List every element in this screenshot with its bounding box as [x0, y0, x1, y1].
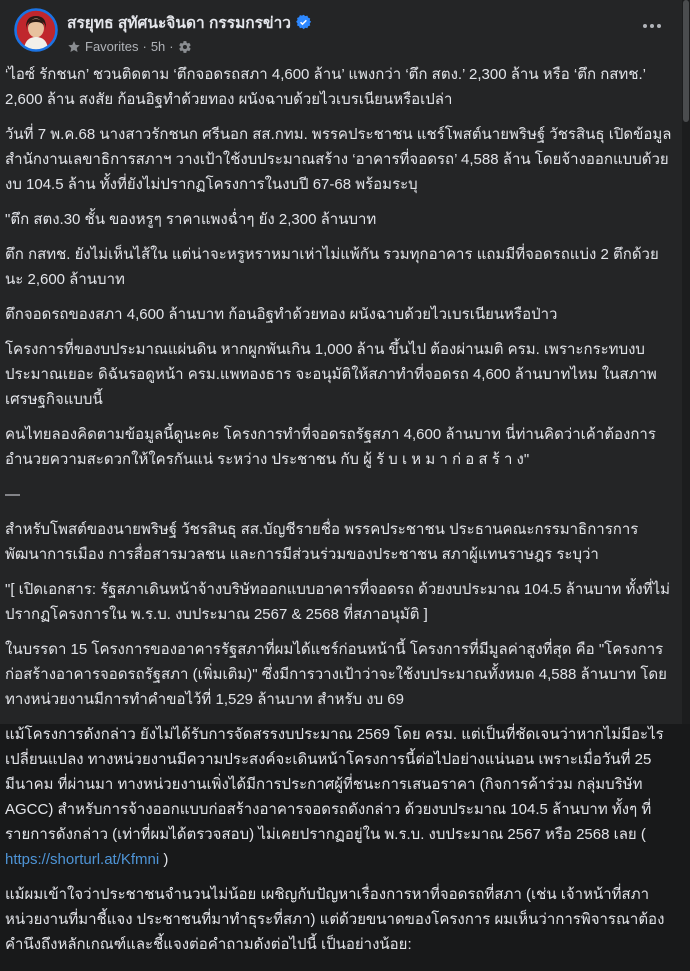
post-link[interactable]: https://shorturl.at/Kfmni [5, 851, 160, 868]
post-paragraph: — [5, 486, 20, 503]
post-paragraph: โครงการที่ของบประมาณแผ่นดิน หากผูกพันเกิน 1,000 ล้าน ขึ้นไป ต้องผ่านมติ ครม. เพราะกระทบงบประมาณเยอะ ดิฉันรอดูหน้า ครม.แพทองธาร จะอนุมัติให้สภาทำที่จอดรถ 4,600 ล้านบาทไหม ในสภาพเศรษฐกิจแบบนี้ [5, 341, 657, 408]
paragraph-text: แม้โครงการดังกล่าว ยังไม่ได้รับการจัดสรรงบประมาณ 2569 โดย ครม. แต่เป็นที่ชัดเจนว่าหากไม่มีอะไรเปลี่ยนแปลง ทางหน่วยงานมีความประสงค์จะเดินหน้าโครงการนี้ต่อไปอย่างแน่นอน เพราะเมื่อวันที่ 25 มีนาคม ที่ผ่านมา ทางหน่วยงานเพิ่งได้มีการประกาศผู้ที่ชนะการเสนอราคา (กิจการค้าร่วม กลุ่มบริษัท AGCC) สำหรับการจ้างออกแบบก่อสร้างอาคารจอดรถดังกล่าว ด้วยงบประมาณ 104.5 ล้านบาท ทั้งๆ ที่รายการดังกล่าว (เท่าที่ผมได้ตรวจสอบ) ไม่เคยปรากฏอยู่ใน พ.ร.บ. งบประมาณ 2567 หรือ 2568 เลย ( [5, 726, 664, 843]
dot-icon [650, 24, 654, 28]
post-meta [67, 39, 666, 54]
post-paragraph: "ตึก สตง.30 ชั้น ของหรูๆ ราคาแพงฉ่ำๆ ยัง 2,300 ล้านบาท [5, 211, 377, 228]
avatar-image [14, 8, 58, 52]
post-paragraph: ‘ไอซ์ รักชนก’ ชวนติดตาม ‘ตึกจอดรถสภา 4,600 ล้าน’ แพงกว่า ‘ตึก สตง.’ 2,300 ล้าน หรือ ‘ตึก กสทช.’ 2,600 ล้าน สงสัย ก้อนอิฐทำด้วยทอง ผนังฉาบด้วยไวเบรเนียนหรือเปล่า [5, 66, 646, 108]
header-texts [67, 8, 666, 54]
scrollbar-track[interactable] [682, 0, 690, 724]
author-row [67, 10, 666, 35]
timestamp[interactable]: 5h [150, 39, 166, 54]
meta-separator: · [142, 39, 147, 54]
post-paragraph: "[ เปิดเอกสาร: รัฐสภาเดินหน้าจ้างบริษัทออกแบบอาคารที่จอดรถ ด้วยงบประมาณ 104.5 ล้านบาท ทั้งที่ไม่ปรากฏโครงการใน พ.ร.บ. งบประมาณ 2567 & 2568 ที่สภาอนุมัติ ] [5, 581, 671, 623]
audience-label: Favorites [85, 39, 139, 54]
verified-badge-icon [296, 15, 311, 30]
post-paragraph [5, 722, 672, 872]
post-paragraph: วันที่ 7 พ.ค.68 นางสาวรักชนก ศรีนอก สส.กทม. พรรคประชาชน แชร์โพสต์นายพริษฐ์ วัชรสินธุ เปิดข้อมูลสำนักงานเลขาธิการสภาฯ วางเป้าใช้งบประมาณสร้าง ‘อาคารที่จอดรถ’ 4,588 ล้าน โดยจ้างออกแบบด้วยงบ 104.5 ล้าน ทั้งที่ยังไม่ปรากฏโครงการในงบปี 67-68 พร้อมระบุ [5, 126, 672, 193]
star-icon [67, 40, 81, 54]
post-paragraph: แม้ผมเข้าใจว่าประชาชนจำนวนไม่น้อย เผชิญกับปัญหาเรื่องการหาที่จอดรถที่สภา (เช่น เจ้าหน้าที่สภา หน่วยงานที่มาชี้แจง ประชาชนที่มาทำธุระที่สภา) แต่ด้วยขนาดของโครงการ ผมเห็นว่าการพิจารณาต้องคำนึงถึงหลักเกณฑ์และชี้แจงต่อคำถามดังต่อไปนี้ เป็นอย่างน้อย: [5, 886, 665, 953]
post-paragraph: สำหรับโพสต์ของนายพริษฐ์ วัชรสินธุ สส.บัญชีรายชื่อ พรรคประชาชน ประธานคณะกรรมาธิการการพัฒนาการเมือง การสื่อสารมวลชน และการมีส่วนร่วมของประชาชน สภาผู้แทนราษฎร ระบุว่า [5, 521, 639, 563]
post-paragraph: ในบรรดา 15 โครงการของอาคารรัฐสภาที่ผมได้แชร์ก่อนหน้านี้ โครงการที่มีมูลค่าสูงที่สุด คือ "โครงการก่อสร้างอาคารจอดรถรัฐสภา (เพิ่มเติม)" ซึ่งมีการวางเป้าว่าจะใช้งบประมาณทั้งหมด 4,588 ล้านบาท โดยทางหน่วยงานมีการทำคำขอไว้ที่ 1,529 ล้านบาท สำหรับ งบ 69 [5, 641, 667, 708]
more-options-button[interactable] [636, 14, 668, 38]
dot-icon [643, 24, 647, 28]
author-name[interactable]: สรยุทธ สุทัศนะจินดา กรรมกรข่าว [67, 15, 292, 32]
post-paragraph: ตึก กสทช. ยังไม่เห็นไส้ใน แต่น่าจะหรูหราหมาเห่าไม่แพ้กัน รวมทุกอาคาร แถมมีที่จอดรถแบ่ง 2 ตึกด้วยนะ 2,600 ล้านบาท [5, 246, 659, 288]
post-header [0, 0, 682, 56]
gear-icon [178, 40, 192, 54]
avatar[interactable] [14, 8, 58, 52]
paragraph-text: ) [159, 851, 169, 868]
post-paragraph: คนไทยลองคิดตามข้อมูลนี้ดูนะคะ โครงการทำที่จอดรถรัฐสภา 4,600 ล้านบาท นี่ท่านคิดว่าเค้าต้องการอำนวยความสะดวกให้ใครกันแน่ ระหว่าง ประชาชน กับ ผู้ รั บ เ ห ม า ก่ อ ส ร้ า ง" [5, 426, 656, 468]
post-content [0, 56, 682, 971]
dot-icon [657, 24, 661, 28]
scrollbar-thumb[interactable] [683, 0, 689, 122]
meta-separator: · [169, 39, 174, 54]
post-paragraph: ตึกจอดรถของสภา 4,600 ล้านบาท ก้อนอิฐทำด้วยทอง ผนังฉาบด้วยไวเบรเนียนหรือป่าว [5, 306, 558, 323]
